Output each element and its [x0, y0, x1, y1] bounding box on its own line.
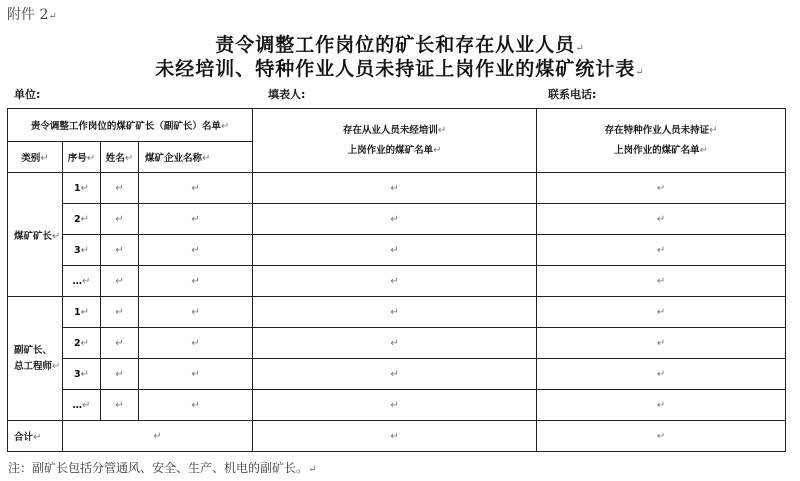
table-row: [8, 235, 786, 266]
table-row: [8, 328, 786, 359]
untrained-cell: ↵: [253, 235, 537, 266]
phone-label: 联系电话:: [548, 88, 597, 101]
title-line-1: 责令调整工作岗位的矿长和存在从业人员↵: [215, 34, 585, 56]
category-cell-2: 副矿长、 总工程师↵: [8, 297, 63, 421]
unit-label: 单位:: [14, 88, 41, 101]
name-cell: ↵: [101, 328, 139, 359]
company-cell: ↵: [139, 359, 253, 390]
header-row-1: [8, 109, 786, 142]
seq-cell: 1↵: [63, 173, 101, 204]
name-cell: ↵: [101, 266, 139, 297]
table-row: [8, 297, 786, 328]
table-row: [8, 266, 786, 297]
untrained-cell: ↵: [253, 204, 537, 235]
uncertified-cell: ↵: [537, 266, 786, 297]
untrained-cell: ↵: [253, 266, 537, 297]
company-cell: ↵: [139, 266, 253, 297]
uncertified-cell: ↵: [537, 235, 786, 266]
uncertified-cell: ↵: [537, 359, 786, 390]
table-row: [8, 173, 786, 204]
group1-header-cell: 责令调整工作岗位的煤矿矿长（副矿长）名单↵: [8, 109, 253, 142]
uncertified-header-cell: 存在特种作业人员未持证↵ 上岗作业的煤矿名单↵: [537, 109, 786, 173]
seq-header: 序号↵: [63, 142, 101, 173]
company-header: 煤矿企业名称↵: [139, 142, 253, 173]
footnote: 注：副矿长包括分管通风、安全、生产、机电的副矿长。↵: [8, 461, 317, 475]
filler-label: 填表人:: [268, 88, 306, 101]
table-row: [8, 359, 786, 390]
name-cell: ↵: [101, 390, 139, 421]
seq-cell: 3↵: [63, 359, 101, 390]
untrained-cell: ↵: [253, 328, 537, 359]
total-row: [8, 421, 786, 452]
seq-cell: 2↵: [63, 328, 101, 359]
total-merged-cell: ↵: [63, 421, 253, 452]
company-cell: ↵: [139, 173, 253, 204]
seq-cell: 3↵: [63, 235, 101, 266]
uncertified-cell: ↵: [537, 297, 786, 328]
seq-cell: 1↵: [63, 297, 101, 328]
company-cell: ↵: [139, 297, 253, 328]
uncertified-cell: ↵: [537, 204, 786, 235]
untrained-cell: ↵: [253, 297, 537, 328]
seq-cell: …↵: [63, 266, 101, 297]
table-row: [8, 204, 786, 235]
statistics-table: [7, 108, 786, 452]
untrained-cell: ↵: [253, 390, 537, 421]
uncertified-cell: ↵: [537, 390, 786, 421]
untrained-header-cell: 存在从业人员未经培训↵ 上岗作业的煤矿名单↵: [253, 109, 537, 173]
attachment-label: 附件 2↵: [7, 7, 57, 23]
seq-cell: 2↵: [63, 204, 101, 235]
seq-cell: …↵: [63, 390, 101, 421]
table-row: [8, 390, 786, 421]
category-cell-1: 煤矿矿长↵: [8, 173, 63, 297]
company-cell: ↵: [139, 204, 253, 235]
untrained-cell: ↵: [253, 359, 537, 390]
company-cell: ↵: [139, 390, 253, 421]
uncertified-cell: ↵: [537, 328, 786, 359]
name-header: 姓名↵: [101, 142, 139, 173]
title-line-2: 未经培训、特种作业人员未持证上岗作业的煤矿统计表↵: [155, 58, 645, 80]
total-label-cell: 合计↵: [8, 421, 63, 452]
name-cell: ↵: [101, 359, 139, 390]
uncertified-cell: ↵: [537, 173, 786, 204]
name-cell: ↵: [101, 235, 139, 266]
name-cell: ↵: [101, 173, 139, 204]
company-cell: ↵: [139, 235, 253, 266]
category-header: 类别↵: [8, 142, 63, 173]
company-cell: ↵: [139, 328, 253, 359]
untrained-cell: ↵: [253, 173, 537, 204]
name-cell: ↵: [101, 297, 139, 328]
name-cell: ↵: [101, 204, 139, 235]
total-untrained-cell: ↵: [253, 421, 537, 452]
total-uncertified-cell: ↵: [537, 421, 786, 452]
